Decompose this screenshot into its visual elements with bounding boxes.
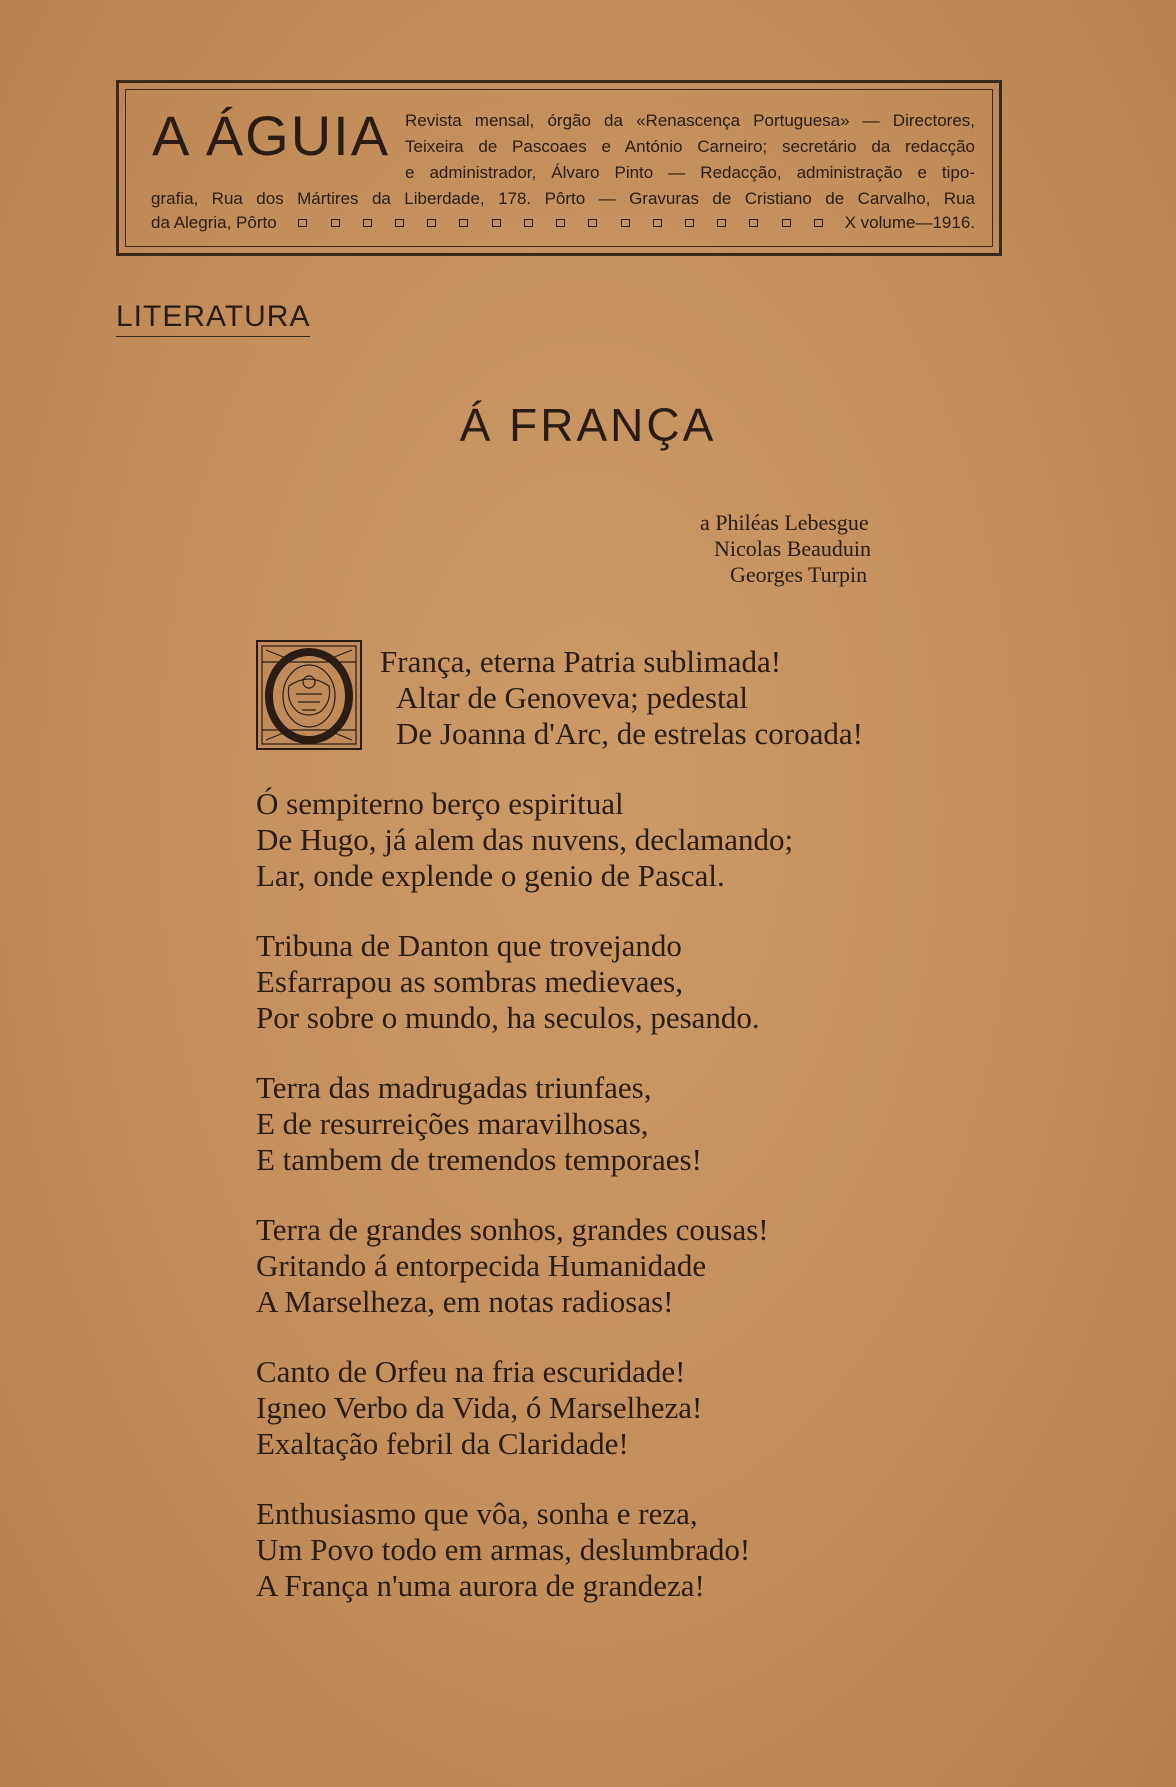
verse-line: E de resurreições maravilhosas, — [256, 1106, 649, 1141]
masthead-line: grafia, Rua dos Mártires da Liberdade, 178. Pôrto — Gravuras de Cristiano de Carvalho, Rua — [151, 189, 975, 208]
section-heading: LITERATURA — [116, 302, 310, 337]
verse-line: Terra das madrugadas triunfaes, — [256, 1070, 652, 1105]
verse-line: Canto de Orfeu na fria escuridade! — [256, 1354, 686, 1389]
verse-line: Gritando á entorpecida Humanidade — [256, 1248, 707, 1283]
verse-line: Terra de grandes sonhos, grandes cousas! — [256, 1212, 769, 1247]
verse-line: Esfarrapou as sombras medievaes, — [256, 964, 683, 999]
masthead-line: e administrador, Álvaro Pinto — Redacção, administração e tipo- — [405, 163, 975, 182]
verse-line: Por sobre o mundo, ha seculos, pesando. — [256, 1000, 760, 1035]
verse-line: Tribuna de Danton que trovejando — [256, 928, 682, 963]
ornament-squares — [277, 219, 845, 227]
masthead-address: da Alegria, Pôrto — [151, 213, 277, 232]
stanza — [256, 928, 863, 1036]
stanza — [256, 786, 863, 894]
stanza — [256, 1070, 863, 1178]
verse-line: Enthusiasmo que vôa, sonha e reza, — [256, 1496, 698, 1531]
stanza — [380, 644, 863, 752]
dedication-line: a Philéas Lebesgue — [700, 510, 869, 535]
stanza — [256, 1212, 863, 1320]
verse-line: Ó sempiterno berço espiritual — [256, 786, 624, 821]
stanza — [256, 1496, 863, 1604]
verse-line: Um Povo todo em armas, deslumbrado! — [256, 1532, 751, 1567]
masthead-line: Revista mensal, órgão da «Renascença Portuguesa» — Directores, — [405, 111, 975, 130]
verse-line: Exaltação febril da Claridade! — [256, 1426, 629, 1461]
verse-line: E tambem de tremendos temporaes! — [256, 1142, 702, 1177]
masthead-line: Teixeira de Pascoaes e António Carneiro; secretário da redacção — [405, 137, 975, 156]
verse-line: Lar, onde explende o genio de Pascal. — [256, 858, 725, 893]
volume-info: X volume—1916. — [844, 213, 975, 232]
dedication-line: Nicolas Beauduin — [714, 536, 872, 561]
stanza — [256, 1354, 863, 1462]
masthead-line — [151, 214, 975, 231]
dedication-line: Georges Turpin — [730, 562, 868, 587]
poem-title: Á FRANÇA — [459, 399, 717, 451]
verse-line: A Marselheza, em notas radiosas! — [256, 1284, 674, 1319]
verse-line: Igneo Verbo da Vida, ó Marselheza! — [256, 1390, 703, 1425]
verse-line: Altar de Genoveva; pedestal — [396, 680, 749, 715]
verse-line: França, eterna Patria sublimada! — [380, 644, 782, 679]
poem-body — [256, 644, 863, 1638]
journal-logo: A ÁGUIA — [152, 104, 391, 167]
verse-line: De Joanna d'Arc, de estrelas coroada! — [396, 716, 863, 751]
dedication — [700, 510, 871, 588]
verse-line: A França n'uma aurora de grandeza! — [256, 1568, 705, 1603]
verse-line: De Hugo, já alem das nuvens, declamando; — [256, 822, 794, 857]
